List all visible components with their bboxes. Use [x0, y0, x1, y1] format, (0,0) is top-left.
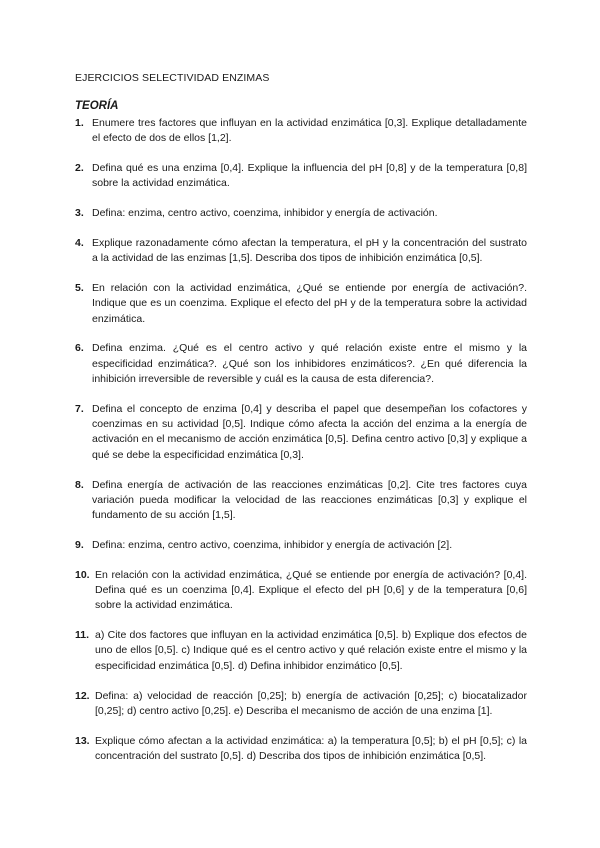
- question-number: 9.: [75, 538, 84, 551]
- question-item: [75, 568, 527, 614]
- question-number: 1.: [75, 117, 84, 129]
- question-text: Enumere tres factores que influyan en la actividad enzimática [0,3]. Explique detalladamente el efecto de dos de ellos [1,2].: [92, 117, 527, 145]
- question-item: [75, 538, 527, 553]
- question-item: [75, 734, 527, 765]
- question-text: Defina: a) velocidad de reacción [0,25]; b) energía de activación [0,25]; c) biocatalizador [0,25]; d) centro activo [0,25]. e) Describa el mecanismo de acción de una enzima [1].: [95, 689, 527, 717]
- question-number: 7.: [75, 402, 84, 415]
- question-number: 13.: [75, 734, 90, 747]
- question-item: [75, 236, 527, 267]
- question-number: 12.: [75, 689, 90, 702]
- question-text: a) Cite dos factores que influyan en la actividad enzimática [0,5]. b) Explique dos efectos de uno de ellos [0,5]. c) Indique qué es el centro activo y qué relación existe entre el mismo y la especificidad enzimática [0,5]. d) Defina inhibidor enzimático [0,5].: [95, 629, 527, 672]
- question-number: 11.: [75, 629, 90, 642]
- question-item: [75, 478, 527, 524]
- question-text: Explique razonadamente cómo afectan la temperatura, el pH y la concentración del sustrato a la actividad de las enzimas [1,5]. Describa dos tipos de inhibición enzimática [0,5].: [92, 236, 527, 265]
- question-number: 8.: [75, 478, 84, 491]
- section-heading-teoria: TEORÍA: [75, 100, 119, 112]
- question-number: 5.: [75, 282, 84, 295]
- question-text: Defina qué es una enzima [0,4]. Explique la influencia del pH [0,8] y de la temperatura [0,8] sobre la actividad enzimática.: [92, 162, 527, 190]
- question-text: Defina el concepto de enzima [0,4] y describa el papel que desempeñan los cofactores y coenzimas en su actividad [0,5]. Indique cómo afecta la acción del enzima a la energía de activación en el mecanismo de acción enzimática [0,5]. Defina centro activo [0,3] y explique a qué se debe la especificidad enzimática [0,3].: [92, 402, 527, 461]
- question-list: [75, 116, 527, 779]
- question-number: 3.: [75, 207, 84, 220]
- question-item: [75, 628, 527, 674]
- question-number: 4.: [75, 236, 84, 249]
- question-item: [75, 116, 527, 147]
- document-title: EJERCICIOS SELECTIVIDAD ENZIMAS: [75, 72, 270, 84]
- question-item: [75, 689, 527, 720]
- question-text: Defina energía de activación de las reacciones enzimáticas [0,2]. Cite tres factores cuya variación pueda modificar la velocidad de las reacciones enzimáticas [0,3] y explique el fundamento de su acción [1,5].: [92, 478, 527, 522]
- question-text: Defina enzima. ¿Qué es el centro activo y qué relación existe entre el mismo y la especificidad enzimática?. ¿Qué son los inhibidores enzimáticos?. ¿En qué diferencia la inhibición irreversible de reversible y cuál es la causa de esta diferencia?.: [92, 342, 527, 386]
- question-number: 10.: [75, 568, 90, 581]
- question-text: En relación con la actividad enzimática, ¿Qué se entiende por energía de activación? [0,4]. Defina qué es un coenzima [0,4]. Explique el efecto del pH [0,6] y de la temperatura [0,6] sobre la actividad enzimática.: [95, 568, 527, 612]
- question-item: [75, 161, 527, 192]
- question-number: 6.: [75, 342, 84, 355]
- question-item: [75, 206, 527, 221]
- question-text: Defina: enzima, centro activo, coenzima, inhibidor y energía de activación.: [92, 207, 438, 220]
- question-text: Defina: enzima, centro activo, coenzima, inhibidor y energía de activación [2].: [92, 538, 453, 551]
- question-item: [75, 341, 527, 387]
- question-number: 2.: [75, 162, 84, 175]
- question-item: [75, 281, 527, 327]
- question-item: [75, 402, 527, 463]
- question-text: Explique cómo afectan a la actividad enzimática: a) la temperatura [0,5]; b) el pH [0,5]; c) la concentración del sustrato [0,5]. d) Describa dos tipos de inhibición enzimática [0,5].: [95, 734, 527, 762]
- question-text: En relación con la actividad enzimática, ¿Qué se entiende por energía de activación?. Indique que es un coenzima. Explique el efecto del pH y de la temperatura sobre la actividad enzimática.: [92, 282, 527, 325]
